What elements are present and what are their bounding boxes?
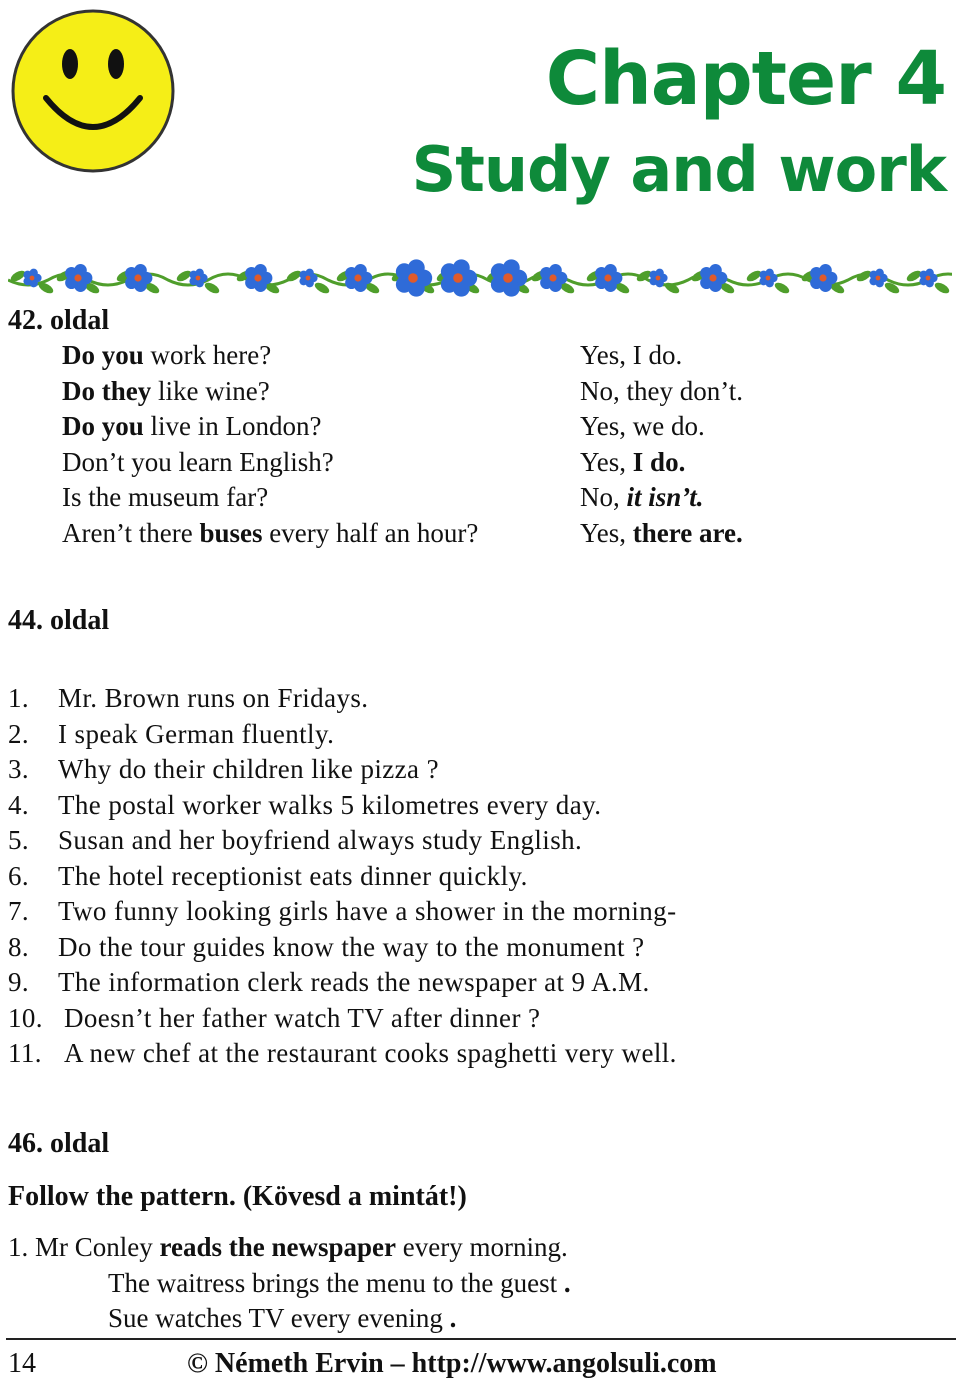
answer-text: No, they don’t. — [580, 375, 743, 406]
smiley-face-icon — [8, 6, 178, 176]
answer-text: Yes, there are. — [580, 517, 743, 548]
section-46-heading: 46. oldal — [8, 1128, 110, 1159]
list-item: 6. The hotel receptionist eats dinner quickly. — [8, 860, 528, 891]
list-item: 3. Why do their children like pizza ? — [8, 754, 439, 784]
question-text: Do you live in London? — [62, 411, 322, 441]
answer-text: Yes, I do. — [580, 340, 683, 370]
leaf-icon — [313, 281, 331, 296]
pattern-line-3: Sue watches TV every evening . — [108, 1303, 457, 1333]
list-item: 10. Doesn’t her father watch TV after dinner ? — [8, 1002, 541, 1033]
list-item: 4. The postal worker walks 5 kilometres every day. — [8, 789, 602, 820]
question-text: Do you work here? — [62, 340, 272, 370]
question-text: Is the museum far? — [62, 482, 269, 512]
leaf-icon — [203, 281, 221, 296]
footer-divider — [6, 1338, 956, 1340]
list-item: 7. Two funny looking girls have a shower in the morning- — [8, 896, 677, 926]
section-42-heading: 42. oldal — [8, 305, 110, 336]
list-item: 9. The information clerk reads the newspaper at 9 A.M. — [8, 967, 650, 997]
page-number: 14 — [8, 1348, 36, 1379]
list-item: 1. Mr. Brown runs on Fridays. — [8, 683, 369, 713]
answer-text: No, it isn’t. — [580, 482, 704, 512]
question-text: Aren’t there buses every half an hour? — [62, 517, 479, 548]
question-text: Don’t you learn English? — [62, 446, 334, 477]
chapter-subtitle: Study and work — [411, 133, 946, 206]
question-text: Do they like wine? — [62, 375, 270, 406]
list-item: 11. A new chef at the restaurant cooks spaghetti very well. — [8, 1038, 677, 1068]
leaf-icon — [773, 281, 791, 296]
list-item: 8. Do the tour guides know the way to the monument ? — [8, 931, 645, 962]
answer-text: Yes, we do. — [580, 411, 705, 441]
chapter-title: Chapter 4 — [545, 36, 946, 122]
answer-text: Yes, I do. — [580, 446, 686, 477]
list-item: 5. Susan and her boyfriend always study English. — [8, 825, 583, 855]
leaf-icon — [933, 281, 951, 296]
instruction-text: Follow the pattern. (Kövesd a mintát!) — [8, 1181, 467, 1212]
pattern-line-1: 1. Mr Conley reads the newspaper every morning. — [8, 1232, 568, 1262]
list-item: 2. I speak German fluently. — [8, 718, 335, 749]
footer-credit: © Németh Ervin – http://www.angolsuli.com — [187, 1348, 717, 1379]
section-44-heading: 44. oldal — [8, 605, 110, 636]
pattern-line-2: The waitress brings the menu to the guest . — [108, 1268, 571, 1298]
flower-vine-divider — [8, 248, 952, 308]
